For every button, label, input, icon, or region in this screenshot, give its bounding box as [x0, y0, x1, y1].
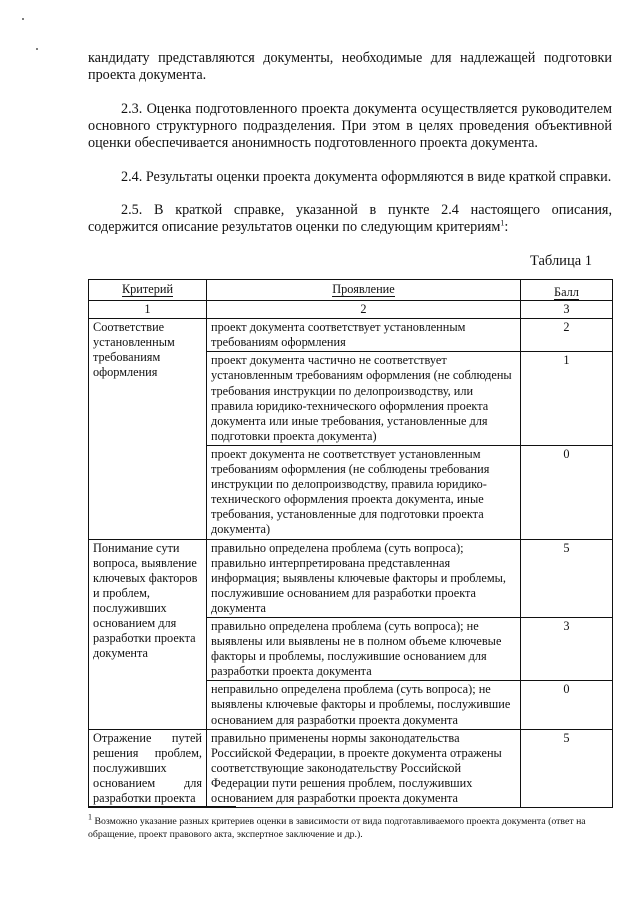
header-criterion-text: Критерий [121, 282, 174, 296]
criterion-cell: Отражение путей решения проблем, послуживших основанием для разработки проекта [89, 729, 207, 807]
table-row [89, 319, 613, 352]
paragraph-2-4: 2.4. Результаты оценки проекта документа оформляются в виде краткой справки. [121, 169, 612, 185]
score-cell: 5 [521, 729, 613, 807]
header-score-text: Балл [554, 285, 579, 299]
header-manifestation [207, 280, 521, 301]
footnote-ref: 1 [500, 218, 505, 228]
score-cell: 3 [521, 617, 613, 680]
manifestation-cell: правильно применены нормы законодательства Российской Федерации, в проекте документа отражены соответствующие законодательству Российской Федерации пути решения проблем, послуживших основанием для разработки проекта документа [207, 729, 521, 807]
table-row [89, 729, 613, 807]
footnote [88, 812, 608, 841]
manifestation-cell: правильно определена проблема (суть вопроса); не выявлены или выявлены не в полном объеме ключевые факторы и проблемы, послужившие основанием для разработки проекта документа [207, 617, 521, 680]
footnote-text: Возможно указание разных критериев оценки в зависимости от вида подготавливаемого проекта документа (ответ на обращение, проект правового акта, экспертное заключение и др.). [88, 816, 586, 840]
manifestation-cell: проект документа частично не соответствует установленным требованиям оформления (не соблюдены требования инструкции по делопроизводству, или правила юридико-технического оформления проекта документа или иные требования, установленные для подготовки проекта документа) [207, 352, 521, 446]
manifestation-cell: проект документа соответствует установленным требованиям оформления [207, 319, 521, 352]
header-score [521, 280, 613, 301]
table-row [89, 539, 613, 617]
column-number: 3 [521, 301, 613, 319]
manifestation-cell: неправильно определена проблема (суть вопроса); не выявлены ключевые факторы и проблемы, послужившие основанием для разработки проекта документа [207, 681, 521, 729]
score-cell: 0 [521, 445, 613, 539]
table-header-row [89, 280, 613, 301]
header-manifestation-text: Проявление [332, 282, 395, 296]
score-cell: 5 [521, 539, 613, 617]
score-cell: 2 [521, 319, 613, 352]
paragraph-2-5-text: 2.5. В краткой справке, указанной в пункте 2.4 настоящего описания, содержится описание результатов оценки по следующим критериям [88, 202, 612, 235]
paragraph-continuation: кандидату представляются документы, необходимые для надлежащей подготовки проекта документа. [88, 50, 612, 83]
paragraph-2-5 [88, 202, 612, 236]
score-cell: 1 [521, 352, 613, 446]
column-number: 1 [89, 301, 207, 319]
criteria-table [88, 279, 613, 808]
manifestation-cell: правильно определена проблема (суть вопроса); правильно интерпретирована представленная информация; выявлены ключевые факторы и проблемы, послужившие основанием для разработки проекта документа [207, 539, 521, 617]
manifestation-cell: проект документа не соответствует установленным требованиям оформления (не соблюдены требования инструкции по делопроизводству, правила юридико-технического оформления проекта документа, иные требования, установленные для подготовки проекта документа) [207, 445, 521, 539]
paragraph-2-3: 2.3. Оценка подготовленного проекта документа осуществляется руководителем основного структурного подразделения. При этом в целях проведения объективной оценки обеспечивается анонимность подготовленного проекта документа. [88, 101, 612, 151]
score-cell: 0 [521, 681, 613, 729]
table-caption: Таблица 1 [530, 253, 593, 269]
criterion-cell: Соответствие установленным требованиям оформления [89, 319, 207, 539]
header-criterion [89, 280, 207, 301]
footnote-divider [88, 806, 236, 807]
column-number: 2 [207, 301, 521, 319]
criterion-cell: Понимание сути вопроса, выявление ключевых факторов и проблем, послуживших основанием для разработки проекта документа [89, 539, 207, 729]
column-number-row [89, 301, 613, 319]
footnote-mark: 1 [88, 812, 92, 822]
paragraph-2-5-end: : [504, 219, 509, 235]
